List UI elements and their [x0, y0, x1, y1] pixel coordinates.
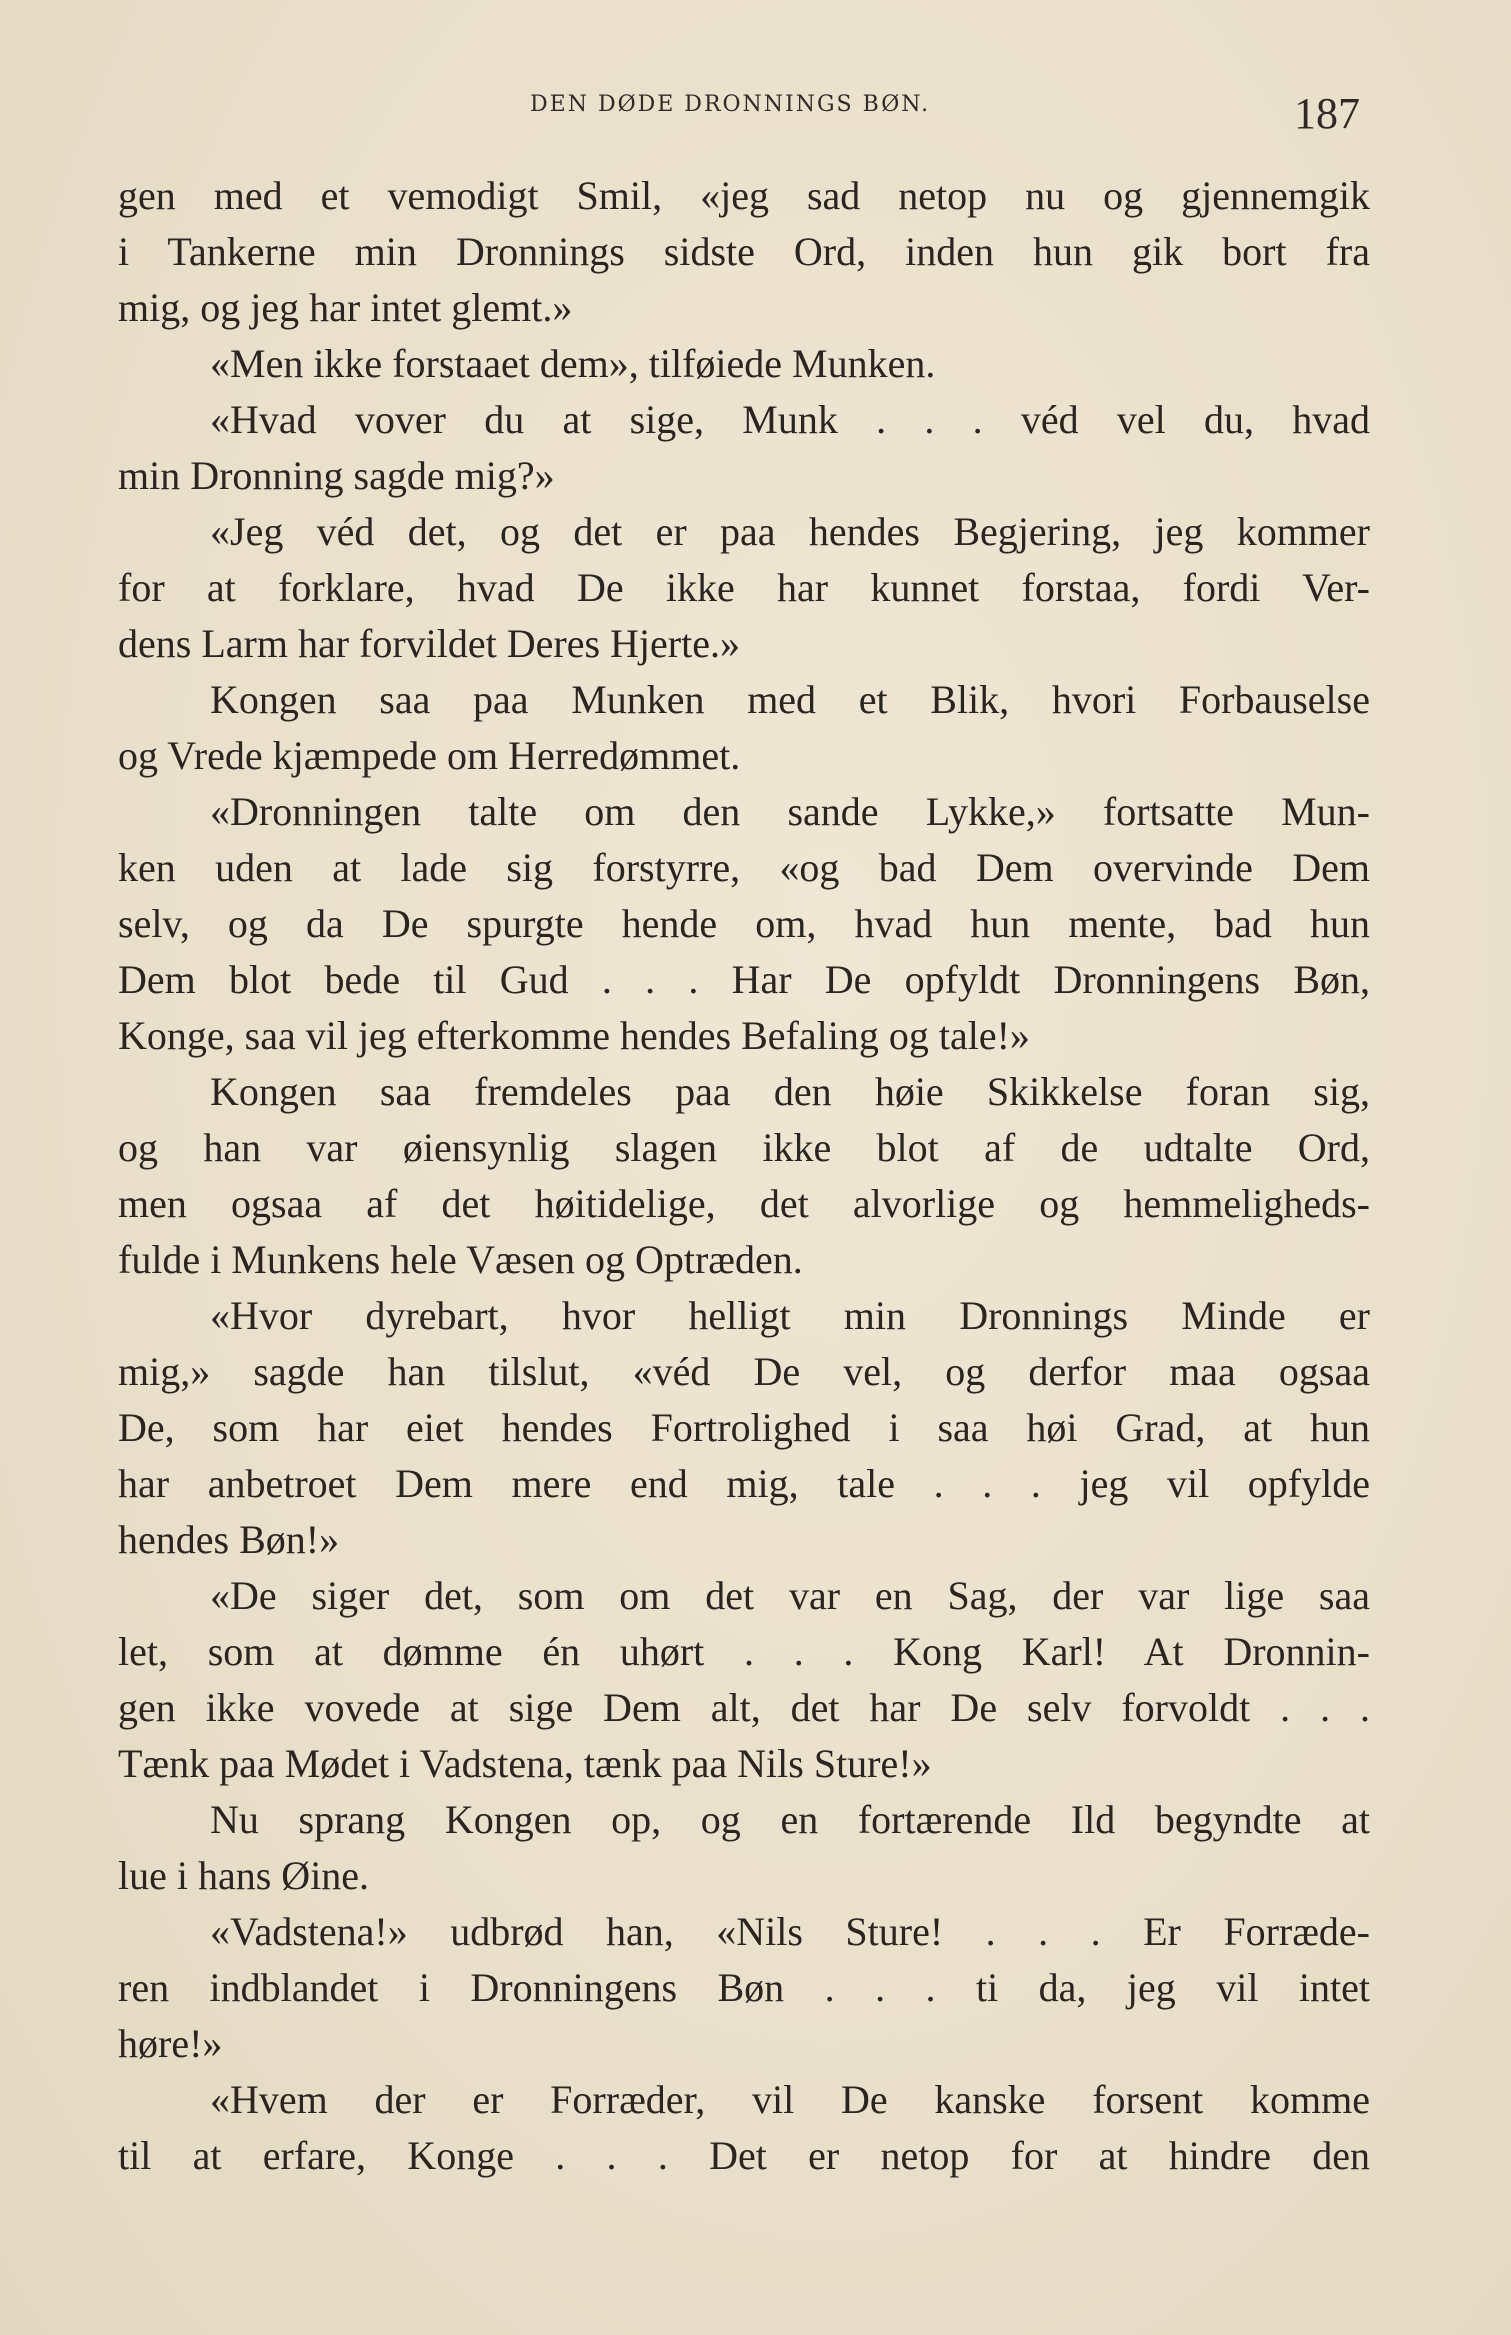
- text-line: gen med et vemodigt Smil, «jeg sad netop nu og gjennemgik: [118, 173, 1370, 218]
- text-line: dens Larm har forvildet Deres Hjerte.»: [118, 621, 740, 666]
- text-line: fulde i Munkens hele Væsen og Optræden.: [118, 1237, 803, 1282]
- text-line: selv, og da De spurgte hende om, hvad hun mente, bad hun: [118, 901, 1370, 946]
- text-line: Kongen saa paa Munken med et Blik, hvori Forbauselse: [210, 677, 1370, 722]
- text-line: «Hvad vover du at sige, Munk . . . véd vel du, hvad: [210, 397, 1370, 442]
- text-line: og han var øiensynlig slagen ikke blot af de udtalte Ord,: [118, 1125, 1370, 1170]
- text-line: Tænk paa Mødet i Vadstena, tænk paa Nils Sture!»: [118, 1741, 932, 1786]
- text-line: Nu sprang Kongen op, og en fortærende Ild begyndte at: [210, 1797, 1370, 1842]
- text-line: mig,» sagde han tilslut, «véd De vel, og derfor maa ogsaa: [118, 1349, 1370, 1394]
- text-line: og Vrede kjæmpede om Herredømmet.: [118, 733, 741, 778]
- page-number: 187: [1294, 89, 1360, 138]
- text-line: «Men ikke forstaaet dem», tilføiede Munken.: [210, 341, 936, 386]
- text-line: let, som at dømme én uhørt . . . Kong Karl! At Dronnin-: [118, 1629, 1370, 1674]
- text-line: «Hvem der er Forræder, vil De kanske forsent komme: [210, 2077, 1370, 2122]
- text-line: «Hvor dyrebart, hvor helligt min Dronnings Minde er: [210, 1293, 1370, 1338]
- text-line: hendes Bøn!»: [118, 1517, 340, 1562]
- text-line: Dem blot bede til Gud . . . Har De opfyldt Dronningens Bøn,: [118, 957, 1370, 1002]
- text-line: Konge, saa vil jeg efterkomme hendes Befaling og tale!»: [118, 1013, 1030, 1058]
- text-line: har anbetroet Dem mere end mig, tale . . . jeg vil opfylde: [118, 1461, 1370, 1506]
- text-line: De, som har eiet hendes Fortrolighed i saa høi Grad, at hun: [118, 1405, 1370, 1450]
- text-line: men ogsaa af det høitidelige, det alvorlige og hemmeligheds-: [118, 1181, 1370, 1226]
- text-line: ren indblandet i Dronningens Bøn . . . ti da, jeg vil intet: [118, 1965, 1370, 2010]
- text-line: høre!»: [118, 2021, 223, 2066]
- running-header: DEN DØDE DRONNINGS BØN.: [530, 92, 931, 117]
- body-text: [118, 168, 1370, 2184]
- text-line: for at forklare, hvad De ikke har kunnet forstaa, fordi Ver-: [118, 565, 1370, 610]
- text-line: «Dronningen talte om den sande Lykke,» fortsatte Mun-: [210, 789, 1370, 834]
- text-line: i Tankerne min Dronnings sidste Ord, inden hun gik bort fra: [118, 229, 1370, 274]
- text-line: ken uden at lade sig forstyrre, «og bad Dem overvinde Dem: [118, 845, 1370, 890]
- text-line: lue i hans Øine.: [118, 1853, 370, 1898]
- text-line: «Vadstena!» udbrød han, «Nils Sture! . . . Er Forræde-: [210, 1909, 1370, 1954]
- text-line: «Jeg véd det, og det er paa hendes Begjering, jeg kommer: [210, 509, 1370, 554]
- text-line: Kongen saa fremdeles paa den høie Skikkelse foran sig,: [210, 1069, 1370, 1114]
- text-line: mig, og jeg har intet glemt.»: [118, 285, 573, 330]
- text-line: til at erfare, Konge . . . Det er netop for at hindre den: [118, 2133, 1370, 2178]
- text-line: «De siger det, som om det var en Sag, der var lige saa: [210, 1573, 1370, 1618]
- text-line: gen ikke vovede at sige Dem alt, det har De selv forvoldt . . .: [118, 1685, 1370, 1730]
- text-line: min Dronning sagde mig?»: [118, 453, 555, 498]
